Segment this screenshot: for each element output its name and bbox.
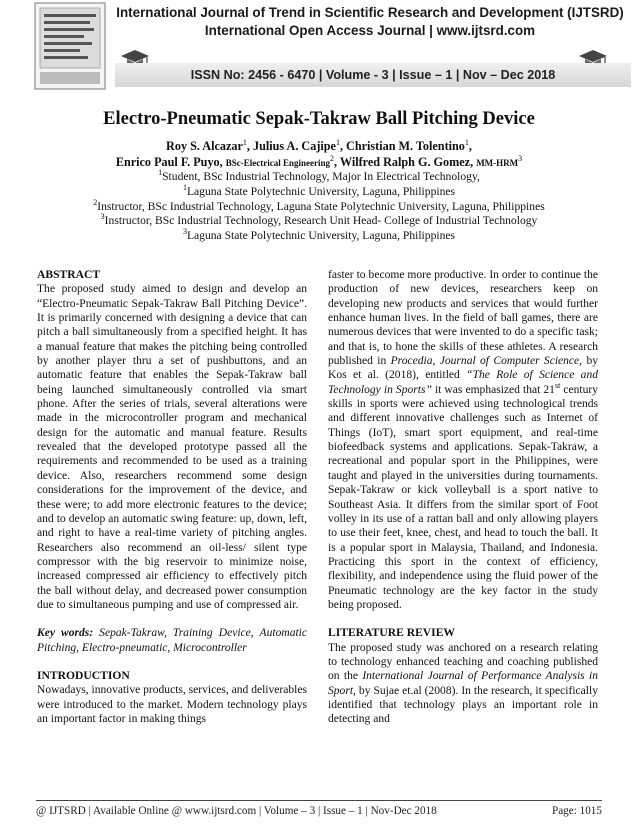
cited-journal: Procedia, Journal of Computer Science, [390, 355, 583, 368]
right-column [328, 268, 598, 727]
cited-title: “The Role of Science and Technology in Sports” [328, 369, 598, 396]
affiliation-line: $^1$Laguna State Polytechnic University, Laguna, Philippines [182, 182, 456, 198]
author-name: Roy S. Alcazar [166, 139, 243, 153]
literature-review-text: The proposed study was anchored on a research relating to technology enhanced teaching and coaching published on the International Journal of Performance Analysis in Sport, by Sujae et.al (2008). In the research, it specifically identified that technology plays an important role in detecting and [328, 641, 598, 726]
author-line-2: Enrico Paul F. Puyo, BSc-Electrical Engineering$^2$, Wilfred Ralph G. Gomez, MM-HRM$^3$ [115, 153, 523, 169]
introduction-heading: INTRODUCTION [37, 668, 130, 682]
author-name: Julius A. Cajipe [252, 139, 336, 153]
author-list [0, 138, 638, 171]
paper-title: Electro-Pneumatic Sepak-Takraw Ball Pitching Device [103, 109, 535, 129]
author-degree: BSc-Electrical Engineering [225, 158, 330, 168]
literature-review-heading: LITERATURE REVIEW [328, 626, 456, 640]
journal-header-text [110, 4, 630, 40]
journal-logo [34, 2, 106, 90]
abstract-text: The proposed study aimed to design and develop an “Electro-Pneumatic Sepak-Takraw Ball Pitching Device”. It is primarily concerned with designing a device that can pitch a ball simultaneously from a specified height. It has a manual feature that makes the pitching being controlled by another player thru a set of pushbuttons, and an automatic feature that enables the Sepak-Takraw ball being launched simultaneously controlled via smart phone. After the series of trials, several alterations were made in the microcontroller program and mechanical design for the automatic and manual feature. Results revealed that the developed prototype passed all the requirements and recommended to be used as a training device. Also, researchers recommend some design considerations for the improvement of the device, and these were; to add more electronic features to the device; and to develop an automatic swing feature: up, down, left, and right to have a real-time variety of pitching angles. Researchers also recommend an oil-less/ silent type compressor with the big reservoir to minimize noise, increased compressed air efficiency to effectively pitch the ball without delay, and decreased power consumption due to simultaneous pumping and use of compressed air. [37, 283, 307, 611]
affiliation-line: $^2$Instructor, BSc Industrial Technology, Laguna State Polytechnic University, Laguna, Philippines [93, 197, 545, 213]
journal-open-access: International Open Access Journal | www.ijtsrd.com [204, 23, 536, 38]
author-name: Christian M. Tolentino [346, 139, 465, 153]
left-column [37, 268, 307, 726]
author-degree: MM-HRM [476, 158, 519, 168]
page-number: Page: 1015 [551, 805, 602, 817]
keywords-list: Sepak-Takraw, Training Device, Automatic Pitching, Electro-pneumatic, Microcontroller [37, 627, 308, 654]
abstract-heading: ABSTRACT [37, 268, 101, 281]
keywords-label: Key words: [37, 627, 94, 640]
page-footer [36, 800, 602, 817]
author-name: Enrico Paul F. Puyo, [115, 155, 223, 169]
journal-header [0, 0, 638, 92]
journal-name: International Journal of Trend in Scientific Research and Development (IJTSRD) [116, 5, 624, 20]
issn-bar: ISSN No: 2456 - 6470 | Volume - 3 | Issue – 1 | Nov – Dec 2018 [115, 63, 631, 87]
cited-journal: International Journal of Performance Analysis in Sport, [328, 670, 598, 697]
affiliation-line: $^3$Laguna State Polytechnic University, Laguna, Philippines [182, 227, 456, 243]
author-name: Wilfred Ralph G. Gomez, [339, 155, 474, 169]
affiliations [0, 170, 638, 244]
affiliation-line: $^1$Student, BSc Industrial Technology, Major In Electrical Technology, [158, 168, 480, 183]
affiliation-line: $^3$Instructor, BSc Industrial Technology, Research Unit Head- College of Industrial Technology [100, 212, 538, 228]
introduction-continued: faster to become more productive. In order to continue the production of new devices, researchers keep on developing new products and services that would further enhance human lives. In the field of ball games, there are numerous devices that were invented to do a specific task; and that is, to hone the skills of these athletes. A research published in Procedia, Journal of Computer Science, by Kos et al. (2018), entitled “The Role of Science and Technology in Sports” it was emphasized that 21st century skills in sports were achieved using technological trends and different innovative challenges such as Internet of Things (IoT), smart sport equipment, and real-time biofeedback systems and applications. Sepak-Takraw, a recreational and popular sport in the Philippines, were taught and played in the universities during tournaments. Sepak-Takraw or kick volleyball is a sport native to Southeast Asia. It differs from the similar sport of Foot volley in its use of a rattan ball and only allowing players to use their feet, knee, chest, and head to touch the ball. It is a popular sport in Malaysia, Thailand, and Indonesia. Practicing this sport in the context of efficiency, flexibility, and independence using the fluid power of the Pneumatic technology are the key factor in the study being proposed. [328, 269, 598, 611]
footer-citation: @ IJTSRD | Available Online @ www.ijtsrd.com | Volume – 3 | Issue – 1 | Nov-Dec 2018 [36, 805, 437, 817]
keywords [37, 626, 307, 655]
introduction-text: Nowadays, innovative products, services, and deliverables were introduced to the market. Modern technology plays an important factor in making things [37, 684, 307, 725]
author-line-1: Roy S. Alcazar$^1$, Julius A. Cajipe$^1$, Christian M. Tolentino$^1$, [166, 137, 472, 153]
